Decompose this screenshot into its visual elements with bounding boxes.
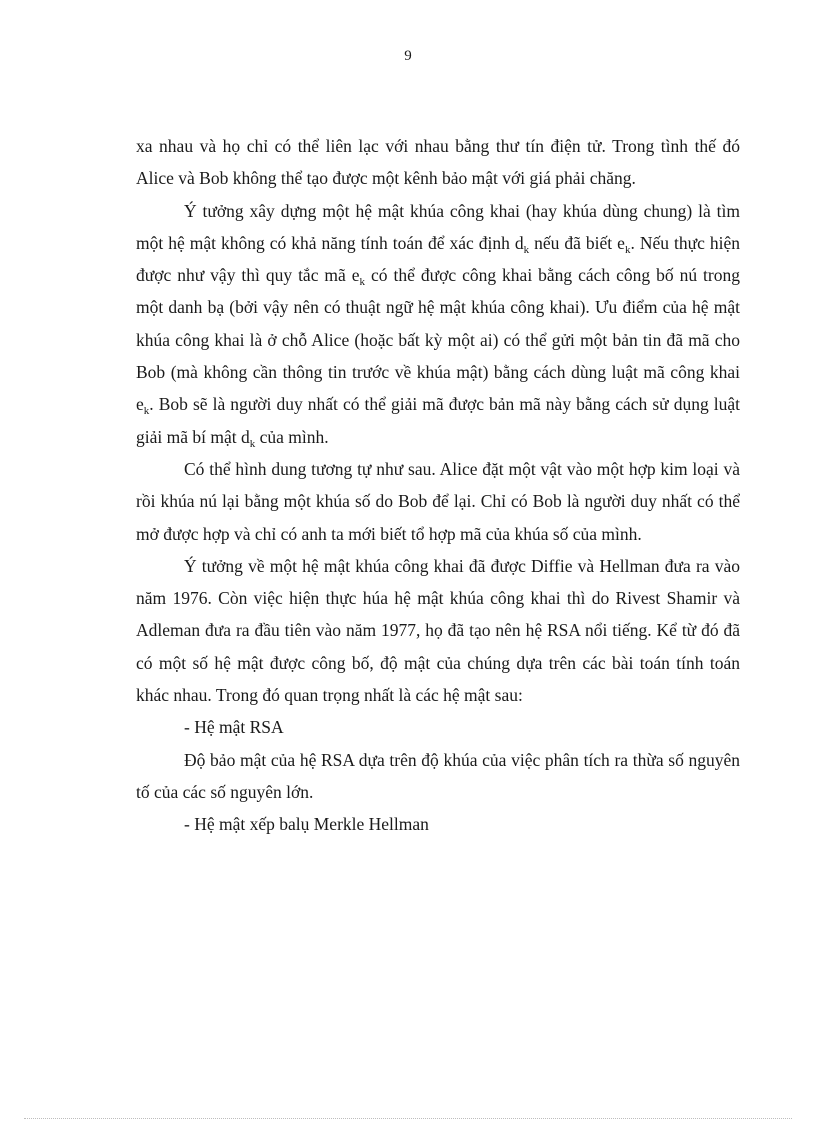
subscript-k: k [523,243,530,256]
subscript-k: k [249,437,256,450]
text-run: có thể được công khai bằng cách công bố nú trong một danh bạ (bởi vậy nên có thuật ngữ hệ mật khúa công khai). Ưu điểm của hệ mật khúa công khai là ở chỗ Alice (hoặc bất kỳ một ai) có thể gửi một bản tin đã mã cho Bob (mà không cần thông tin trước về khúa mật) bằng cách dùng luật mã công khai e [136,265,741,415]
document-body [136,130,740,841]
subscript-k: k [359,276,366,289]
paragraph-history: Ý tưởng về một hệ mật khúa công khai đã được Diffie và Hellman đưa ra vào năm 1976. Còn việc hiện thực húa hệ mật khúa công khai thì do Rivest Shamir và Adleman đưa ra đầu tiên vào năm 1977, họ đã tạo nên hệ RSA nổi tiếng. Kể từ đó đã có một số hệ mật được công bố, độ mật của chúng dựa trên các bài toán tính toán khác nhau. Trong đó quan trọng nhất là các hệ mật sau: [136,555,740,706]
text-run: của mình. [255,426,329,447]
paragraph-analogy: Có thể hình dung tương tự như sau. Alice đặt một vật vào một hợp kim loại và rồi khúa nú lại bằng một khúa số do Bob để lại. Chỉ có Bob là người duy nhất có thể mở được hợp và chỉ có anh ta mới biết tổ hợp mã của khúa số của mình. [136,458,740,544]
subscript-k: k [624,243,631,256]
page-bottom-divider [24,1118,792,1119]
list-item-rsa: - Hệ mật RSA [184,717,284,738]
text-run: Ý tưởng xây dựng một hệ mật khúa công khai (hay khúa dùng chung) là tìm một hệ mật không có khả năng tính toán để xác định d [136,200,740,253]
text-run: . Bob sẽ là người duy nhất có thể giải mã được bản mã này bằng cách sử dụng luật giải mã bí mật d [136,394,740,447]
paragraph-rsa-security: Độ bảo mật của hệ RSA dựa trên độ khúa của việc phân tích ra thừa số nguyên tố của các số nguyên lớn. [136,749,740,802]
text-run: nếu đã biết e [529,232,625,253]
paragraph-public-key-idea [136,195,740,453]
subscript-k: k [143,405,150,418]
page-number: 9 [404,48,412,64]
paragraph-continuation: xa nhau và họ chỉ có thể liên lạc với nhau bằng thư tín điện tử. Trong tình thế đó Alice và Bob không thể tạo được một kênh bảo mật với giá phải chăng. [136,136,740,189]
text-run: . Nếu thực hiện được như vậy thì quy tắc mã e [136,232,740,286]
list-item-merkle-hellman: - Hệ mật xếp balụ Merkle Hellman [184,814,429,835]
